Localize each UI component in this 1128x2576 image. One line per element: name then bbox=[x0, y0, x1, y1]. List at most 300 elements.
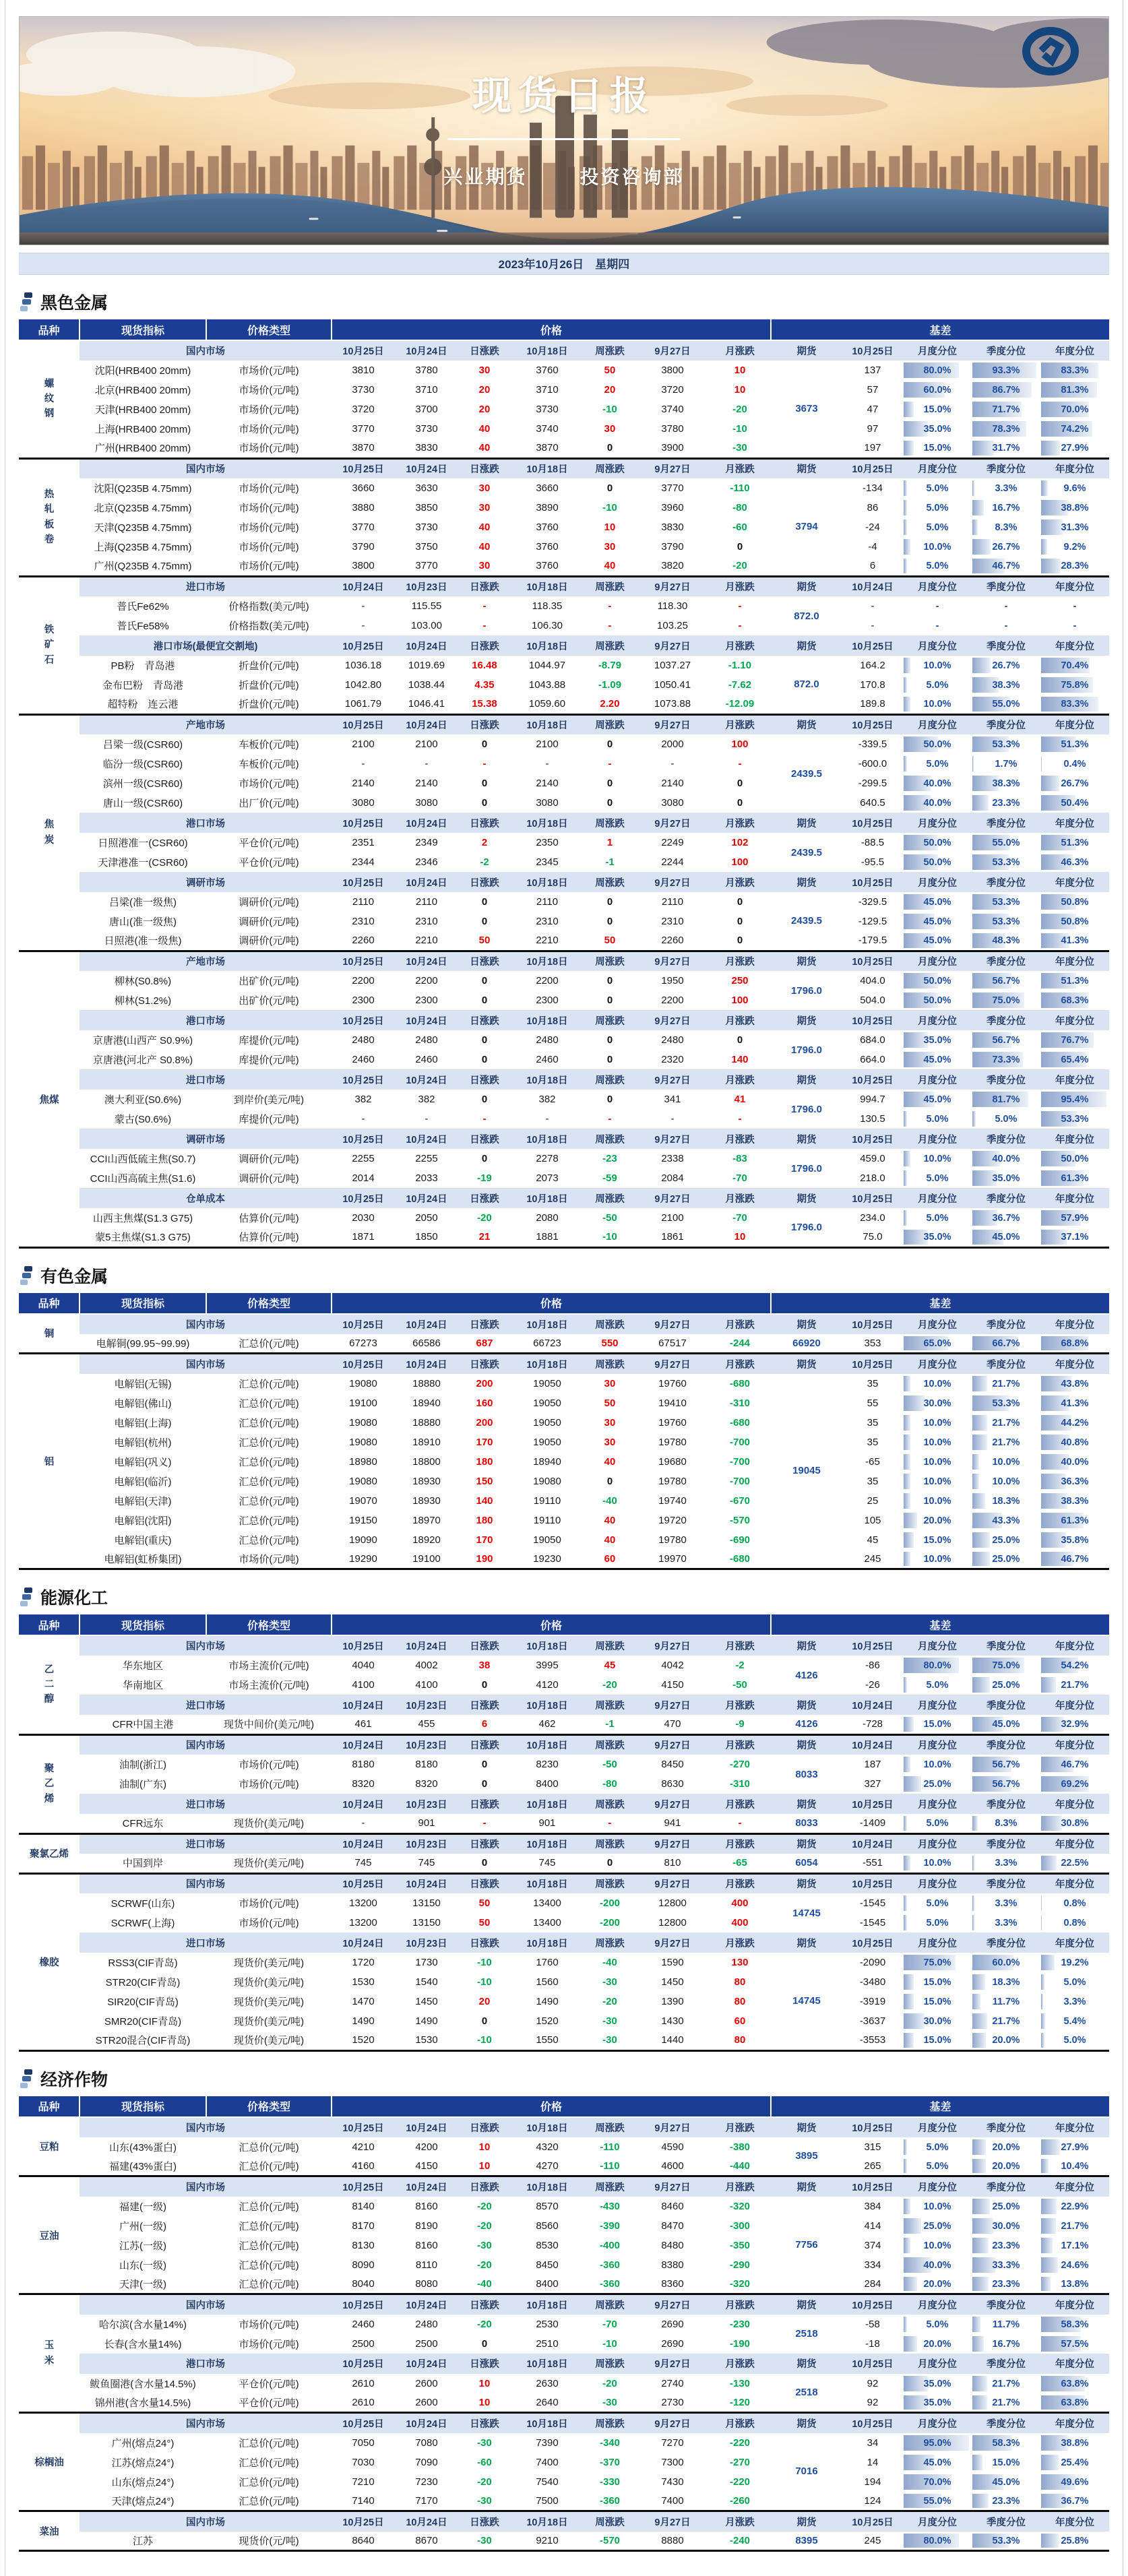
percentile-bar bbox=[904, 2218, 921, 2234]
price-cell: 8400 bbox=[511, 2275, 584, 2294]
column-header: 10月25日 bbox=[332, 2176, 395, 2197]
percentile-cell bbox=[1040, 1992, 1109, 2011]
price-cell: 19080 bbox=[332, 1374, 395, 1393]
column-header: 年度分位 bbox=[1040, 1794, 1109, 1814]
price-cell: - bbox=[636, 1109, 709, 1129]
variety-cell bbox=[19, 2294, 80, 2413]
indicator-cell: 广州(Q235B 4.75mm) bbox=[80, 557, 206, 576]
change-cell: -670 bbox=[709, 1491, 771, 1511]
change-cell: 2.20 bbox=[584, 695, 636, 714]
price-cell: 2140 bbox=[395, 774, 458, 793]
column-header: 年度分位 bbox=[1040, 2117, 1109, 2137]
price-type-cell: 平仓价(元/吨) bbox=[206, 833, 332, 852]
price-type-cell: 市场价(元/吨) bbox=[206, 2334, 332, 2354]
percentile-bar bbox=[972, 2376, 987, 2391]
column-header: 月度分位 bbox=[903, 2176, 972, 2197]
percentile-cell bbox=[1040, 2393, 1109, 2413]
column-header: 日涨跌 bbox=[458, 1873, 511, 1893]
percentile-value: 30.0% bbox=[923, 2016, 951, 2027]
percentile-cell bbox=[1040, 2532, 1109, 2551]
percentile-cell bbox=[972, 852, 1040, 872]
price-cell: 4600 bbox=[636, 2157, 709, 2176]
price-type-cell: 汇总价(元/吨) bbox=[206, 2137, 332, 2157]
column-header: 年度分位 bbox=[1040, 635, 1109, 656]
column-header: 10月23日 bbox=[395, 576, 458, 596]
percentile-value: 23.3% bbox=[992, 2279, 1020, 2290]
percentile-value: 55.0% bbox=[923, 2496, 951, 2507]
percentile-bar bbox=[1041, 2534, 1059, 2548]
column-header: 10月18日 bbox=[511, 2294, 584, 2315]
percentile-cell bbox=[903, 1953, 972, 1972]
basis-cell: 684.0 bbox=[842, 1030, 903, 1050]
price-type-cell: 现货价(元/吨) bbox=[206, 2532, 332, 2551]
table-row bbox=[19, 2255, 1109, 2275]
basis-cell: 130.5 bbox=[842, 1109, 903, 1129]
percentile-cell bbox=[903, 2031, 972, 2050]
percentile-value: 5.4% bbox=[1063, 2016, 1086, 2027]
indicator-cell: 江苏(熔点24°) bbox=[80, 2453, 206, 2472]
price-cell: 3740 bbox=[511, 419, 584, 439]
column-group-header: 现货指标 bbox=[80, 319, 206, 340]
market-subheader-row bbox=[19, 1314, 1109, 1334]
price-cell: - bbox=[332, 1814, 395, 1833]
percentile-cell bbox=[1040, 1413, 1109, 1433]
percentile-cell bbox=[1040, 2453, 1109, 2472]
column-header: 月涨跌 bbox=[709, 1354, 771, 1374]
change-cell: -10 bbox=[458, 1953, 511, 1972]
change-cell: 50 bbox=[458, 1893, 511, 1913]
column-header: 10月18日 bbox=[511, 1010, 584, 1030]
indicator-cell: 上海(HRB400 20mm) bbox=[80, 419, 206, 439]
table-row bbox=[19, 2216, 1109, 2236]
column-header: 9月27日 bbox=[636, 340, 709, 360]
price-cell: 1861 bbox=[636, 1228, 709, 1247]
price-cell: 2278 bbox=[511, 1149, 584, 1168]
price-type-cell: 汇总价(元/吨) bbox=[206, 1491, 332, 1511]
percentile-bar bbox=[972, 1856, 974, 1871]
price-cell: 8640 bbox=[332, 2532, 395, 2551]
column-header: 日涨跌 bbox=[458, 1734, 511, 1755]
column-header: 年度分位 bbox=[1040, 2176, 1109, 2197]
percentile-value: 5.0% bbox=[926, 1114, 948, 1125]
change-cell: 0 bbox=[458, 1675, 511, 1695]
price-cell: 1019.69 bbox=[395, 656, 458, 675]
column-header: 月度分位 bbox=[903, 2511, 972, 2532]
percentile-bar bbox=[1041, 1856, 1057, 1871]
change-cell: -30 bbox=[458, 2236, 511, 2255]
percentile-bar bbox=[904, 1513, 917, 1528]
percentile-value: 16.7% bbox=[992, 503, 1020, 513]
market-label: 国内市场 bbox=[80, 1873, 332, 1893]
percentile-bar bbox=[972, 1454, 979, 1470]
price-cell: 4210 bbox=[332, 2137, 395, 2157]
change-cell: 10 bbox=[458, 2137, 511, 2157]
percentile-value: 70.4% bbox=[1061, 660, 1088, 671]
price-cell: 8190 bbox=[395, 2216, 458, 2236]
column-header: 季度分位 bbox=[972, 1354, 1040, 1374]
column-header: 季度分位 bbox=[972, 1069, 1040, 1090]
indicator-cell: 蒙古(S0.6%) bbox=[80, 1109, 206, 1129]
indicator-cell: SMR20(CIF青岛) bbox=[80, 2011, 206, 2031]
change-cell: 10 bbox=[709, 360, 771, 380]
column-header: 季度分位 bbox=[972, 2294, 1040, 2315]
basis-cell: 197 bbox=[842, 439, 903, 458]
percentile-bar bbox=[904, 658, 910, 673]
change-cell: 20 bbox=[458, 1992, 511, 2011]
percentile-value: 51.3% bbox=[1061, 838, 1088, 848]
percentile-bar bbox=[1041, 2218, 1056, 2234]
market-label: 国内市场 bbox=[80, 2176, 332, 2197]
percentile-value: 50.8% bbox=[1061, 916, 1088, 927]
variety-cell bbox=[19, 458, 80, 576]
indicator-cell: 广州(HRB400 20mm) bbox=[80, 439, 206, 458]
change-cell: -30 bbox=[709, 439, 771, 458]
percentile-cell bbox=[903, 833, 972, 852]
percentile-bar bbox=[904, 1210, 907, 1226]
market-subheader-row bbox=[19, 2354, 1109, 2374]
basis-cell: -58 bbox=[842, 2315, 903, 2334]
basis-cell: 35 bbox=[842, 1413, 903, 1433]
percentile-value: 10.0% bbox=[923, 1418, 951, 1428]
column-header: 周涨跌 bbox=[584, 1873, 636, 1893]
column-header: 期货 bbox=[771, 1734, 842, 1755]
column-header: 10月18日 bbox=[511, 1314, 584, 1334]
price-cell: 4120 bbox=[511, 1675, 584, 1695]
section-title-label: 有色金属 bbox=[40, 1263, 108, 1288]
basis-cell: 124 bbox=[842, 2492, 903, 2511]
column-header: 10月25日 bbox=[332, 714, 395, 734]
table-row bbox=[19, 833, 1109, 852]
percentile-cell bbox=[903, 1413, 972, 1433]
percentile-bar bbox=[972, 2395, 987, 2410]
data-table bbox=[19, 1293, 1109, 1571]
price-type-cell: 市场价(元/吨) bbox=[206, 360, 332, 380]
change-cell: 30 bbox=[584, 419, 636, 439]
column-header: 10月18日 bbox=[511, 340, 584, 360]
column-header: 季度分位 bbox=[972, 1188, 1040, 1208]
price-cell: 1430 bbox=[636, 2011, 709, 2031]
percentile-cell bbox=[903, 1511, 972, 1530]
percentile-bar bbox=[1041, 1816, 1062, 1831]
percentile-value: 43.8% bbox=[1061, 1379, 1088, 1389]
percentile-bar bbox=[904, 2336, 917, 2352]
indicator-cell: RSS3(CIF青岛) bbox=[80, 1953, 206, 1972]
column-group-header: 价格类型 bbox=[206, 1293, 332, 1314]
price-type-cell: 汇总价(元/吨) bbox=[206, 2492, 332, 2511]
percentile-cell bbox=[972, 616, 1040, 635]
percentile-cell bbox=[972, 1228, 1040, 1247]
percentile-value: 53.3% bbox=[992, 739, 1020, 750]
percentile-cell bbox=[903, 1893, 972, 1913]
basis-cell: -134 bbox=[842, 478, 903, 498]
table-row bbox=[19, 793, 1109, 813]
column-header: 10月25日 bbox=[332, 2354, 395, 2374]
column-header: 10月25日 bbox=[842, 1010, 903, 1030]
column-header: 10月25日 bbox=[332, 635, 395, 656]
percentile-cell bbox=[972, 478, 1040, 498]
basis-cell: 47 bbox=[842, 400, 903, 419]
percentile-bar bbox=[904, 480, 907, 496]
price-type-cell: 库提价(元/吨) bbox=[206, 1050, 332, 1069]
change-cell: 60 bbox=[709, 2011, 771, 2031]
column-header: 年度分位 bbox=[1040, 1833, 1109, 1854]
percentile-bar bbox=[972, 1415, 987, 1431]
price-cell: 19290 bbox=[332, 1550, 395, 1569]
percentile-value: 3.3% bbox=[995, 483, 1017, 494]
market-label: 国内市场 bbox=[80, 2511, 332, 2532]
basis-cell: -1409 bbox=[842, 1814, 903, 1833]
column-header: 周涨跌 bbox=[584, 340, 636, 360]
percentile-value: 45.0% bbox=[923, 897, 951, 908]
price-cell: 18980 bbox=[332, 1452, 395, 1472]
variety-cell bbox=[19, 2117, 80, 2176]
column-header: 期货 bbox=[771, 576, 842, 596]
price-cell: 901 bbox=[511, 1814, 584, 1833]
table-row bbox=[19, 1715, 1109, 1734]
percentile-cell bbox=[972, 1149, 1040, 1168]
price-type-cell: 汇总价(元/吨) bbox=[206, 2236, 332, 2255]
market-subheader-row bbox=[19, 1794, 1109, 1814]
change-cell: - bbox=[584, 1814, 636, 1833]
indicator-cell: 唐山一级(CSR60) bbox=[80, 793, 206, 813]
percentile-cell bbox=[903, 675, 972, 695]
price-type-cell: 汇总价(元/吨) bbox=[206, 1472, 332, 1491]
percentile-value: 65.0% bbox=[923, 1338, 951, 1349]
price-cell: 1720 bbox=[332, 1953, 395, 1972]
price-cell: 7030 bbox=[332, 2453, 395, 2472]
price-type-cell: 出厂价(元/吨) bbox=[206, 793, 332, 813]
column-header: 10月23日 bbox=[395, 1933, 458, 1953]
price-type-cell: 市场价(元/吨) bbox=[206, 1893, 332, 1913]
price-cell: 3080 bbox=[511, 793, 584, 813]
percentile-bar bbox=[904, 441, 914, 455]
table-row bbox=[19, 557, 1109, 576]
indicator-cell: 广州(熔点24°) bbox=[80, 2433, 206, 2453]
change-cell: -20 bbox=[584, 1675, 636, 1695]
column-header: 周涨跌 bbox=[584, 458, 636, 478]
change-cell: -300 bbox=[709, 2216, 771, 2236]
percentile-bar bbox=[1041, 2139, 1060, 2155]
basis-cell: 137 bbox=[842, 360, 903, 380]
percentile-cell bbox=[903, 1050, 972, 1069]
column-group-header: 价格类型 bbox=[206, 2096, 332, 2117]
price-cell: 1530 bbox=[395, 2031, 458, 2050]
table-row bbox=[19, 439, 1109, 458]
column-header: 年度分位 bbox=[1040, 2294, 1109, 2315]
price-cell: 2210 bbox=[511, 931, 584, 951]
change-cell: -30 bbox=[458, 2492, 511, 2511]
column-header: 周涨跌 bbox=[584, 1933, 636, 1953]
percentile-bar bbox=[1041, 480, 1048, 496]
column-header: 10月25日 bbox=[332, 1873, 395, 1893]
basis-cell: -129.5 bbox=[842, 912, 903, 931]
column-header: 年度分位 bbox=[1040, 1314, 1109, 1334]
percentile-value: 40.0% bbox=[992, 1154, 1020, 1164]
price-cell: 8180 bbox=[332, 1755, 395, 1774]
indicator-cell: 电解铝(佛山) bbox=[80, 1393, 206, 1413]
price-cell: 3890 bbox=[511, 498, 584, 517]
section-title bbox=[20, 1585, 1109, 1609]
percentile-cell bbox=[903, 1913, 972, 1933]
column-header: 10月25日 bbox=[842, 714, 903, 734]
column-header: 年度分位 bbox=[1040, 1873, 1109, 1893]
percentile-bar bbox=[972, 795, 989, 811]
percentile-value: 30.0% bbox=[923, 1398, 951, 1409]
percentile-value: 10.0% bbox=[923, 1476, 951, 1487]
price-cell: 7210 bbox=[332, 2472, 395, 2492]
percentile-value: 21.7% bbox=[992, 2379, 1020, 2389]
column-header: 10月25日 bbox=[332, 2294, 395, 2315]
percentile-bar bbox=[972, 441, 994, 455]
column-header: 日涨跌 bbox=[458, 1833, 511, 1854]
percentile-cell bbox=[1040, 1472, 1109, 1491]
price-cell: 2255 bbox=[395, 1149, 458, 1168]
column-header: 10月24日 bbox=[395, 1314, 458, 1334]
percentile-value: 30.8% bbox=[1061, 1818, 1088, 1829]
indicator-cell: 山西主焦煤(S1.3 G75) bbox=[80, 1208, 206, 1228]
percentile-cell bbox=[903, 616, 972, 635]
percentile-cell bbox=[972, 498, 1040, 517]
column-header: 10月18日 bbox=[511, 1354, 584, 1374]
column-header: 季度分位 bbox=[972, 2176, 1040, 2197]
change-cell: -1 bbox=[584, 1715, 636, 1734]
price-cell: 18930 bbox=[395, 1491, 458, 1511]
percentile-cell bbox=[903, 2236, 972, 2255]
price-cell: 18940 bbox=[511, 1452, 584, 1472]
price-type-cell: 市场价(元/吨) bbox=[206, 419, 332, 439]
percentile-cell bbox=[972, 2393, 1040, 2413]
price-cell: 2460 bbox=[332, 1050, 395, 1069]
column-header: 9月27日 bbox=[636, 1069, 709, 1090]
price-cell: 18930 bbox=[395, 1472, 458, 1491]
market-label: 国内市场 bbox=[80, 458, 332, 478]
table-row bbox=[19, 2472, 1109, 2492]
change-cell: 50 bbox=[584, 1393, 636, 1413]
change-cell: - bbox=[709, 1109, 771, 1129]
table-row bbox=[19, 2334, 1109, 2354]
price-cell: 13200 bbox=[332, 1893, 395, 1913]
percentile-value: 61.3% bbox=[1061, 1173, 1088, 1184]
percentile-cell bbox=[1040, 557, 1109, 576]
percentile-cell bbox=[903, 2011, 972, 2031]
futures-price: 3673 bbox=[771, 360, 842, 458]
price-type-cell: 市场价(元/吨) bbox=[206, 1913, 332, 1933]
percentile-bar bbox=[972, 539, 991, 555]
percentile-cell bbox=[972, 1472, 1040, 1491]
column-header: 日涨跌 bbox=[458, 1695, 511, 1715]
price-cell: 18880 bbox=[395, 1374, 458, 1393]
price-cell: 3770 bbox=[332, 419, 395, 439]
futures-price: 7016 bbox=[771, 2433, 842, 2511]
column-header: 季度分位 bbox=[972, 576, 1040, 596]
price-cell: 4150 bbox=[636, 1675, 709, 1695]
column-header: 月涨跌 bbox=[709, 1069, 771, 1090]
column-header: 10月18日 bbox=[511, 1635, 584, 1656]
price-type-cell: 市场价(元/吨) bbox=[206, 774, 332, 793]
column-header: 10月24日 bbox=[395, 1010, 458, 1030]
percentile-value: 35.0% bbox=[923, 424, 951, 435]
percentile-cell bbox=[1040, 1854, 1109, 1873]
market-label: 国内市场 bbox=[80, 340, 332, 360]
column-header: 月度分位 bbox=[903, 813, 972, 833]
percentile-cell bbox=[1040, 2011, 1109, 2031]
change-cell: 100 bbox=[709, 734, 771, 754]
change-cell: -80 bbox=[709, 498, 771, 517]
column-header: 期货 bbox=[771, 1069, 842, 1090]
change-cell: -30 bbox=[458, 2532, 511, 2551]
percentile-value: 37.1% bbox=[1061, 1232, 1088, 1243]
column-header: 10月24日 bbox=[395, 1354, 458, 1374]
table-row bbox=[19, 537, 1109, 557]
change-cell: 0 bbox=[458, 1030, 511, 1050]
percentile-cell bbox=[972, 517, 1040, 537]
price-cell: 461 bbox=[332, 1715, 395, 1734]
table-row bbox=[19, 596, 1109, 616]
price-cell: 2349 bbox=[395, 833, 458, 852]
percentile-value: 17.1% bbox=[1061, 2240, 1088, 2251]
percentile-cell bbox=[1040, 1030, 1109, 1050]
price-cell: 8090 bbox=[332, 2255, 395, 2275]
percentile-bar bbox=[1041, 1994, 1043, 2009]
price-cell: 3660 bbox=[332, 478, 395, 498]
swirl-logo-icon bbox=[1021, 26, 1080, 76]
price-cell: 67273 bbox=[332, 1334, 395, 1354]
percentile-value: 56.7% bbox=[992, 1759, 1020, 1770]
percentile-bar bbox=[1041, 1955, 1055, 1970]
percentile-value: 38.3% bbox=[1061, 1496, 1088, 1507]
percentile-value: 8.3% bbox=[995, 522, 1017, 533]
percentile-value: 10.0% bbox=[923, 660, 951, 671]
percentile-cell bbox=[903, 931, 972, 951]
percentile-value: 51.3% bbox=[1061, 739, 1088, 750]
price-cell: - bbox=[332, 1109, 395, 1129]
percentile-cell bbox=[972, 1511, 1040, 1530]
column-header: 周涨跌 bbox=[584, 1129, 636, 1149]
percentile-value: 44.2% bbox=[1061, 1418, 1088, 1428]
percentile-value: 10.0% bbox=[923, 2201, 951, 2212]
column-header: 10月25日 bbox=[332, 1010, 395, 1030]
price-cell: 3630 bbox=[395, 478, 458, 498]
price-cell: 2110 bbox=[511, 892, 584, 912]
price-cell: 3800 bbox=[636, 360, 709, 380]
table-row bbox=[19, 1472, 1109, 1491]
change-cell: 0 bbox=[584, 478, 636, 498]
price-type-cell: 汇总价(元/吨) bbox=[206, 1334, 332, 1354]
percentile-value: 10.0% bbox=[923, 699, 951, 710]
column-header: 10月24日 bbox=[395, 872, 458, 892]
percentile-cell bbox=[903, 2433, 972, 2453]
basis-cell: 35 bbox=[842, 1433, 903, 1452]
price-cell: 2073 bbox=[511, 1168, 584, 1188]
percentile-cell bbox=[972, 1050, 1040, 1069]
column-header: 10月24日 bbox=[395, 1873, 458, 1893]
indicator-cell: 吕梁(准一级焦) bbox=[80, 892, 206, 912]
price-cell: 19080 bbox=[332, 1413, 395, 1433]
table-row bbox=[19, 754, 1109, 774]
basis-cell: 459.0 bbox=[842, 1149, 903, 1168]
indicator-cell: 广州(一级) bbox=[80, 2216, 206, 2236]
price-cell: 3730 bbox=[332, 380, 395, 400]
percentile-cell bbox=[1040, 2374, 1109, 2393]
column-header: 期货 bbox=[771, 951, 842, 971]
price-cell: 7430 bbox=[636, 2472, 709, 2492]
price-type-cell: 调研价(元/吨) bbox=[206, 1149, 332, 1168]
change-cell: 0 bbox=[458, 1050, 511, 1069]
change-cell: -1 bbox=[584, 852, 636, 872]
column-header: 周涨跌 bbox=[584, 2294, 636, 2315]
price-cell: 2310 bbox=[332, 912, 395, 931]
percentile-value: 86.7% bbox=[992, 385, 1020, 396]
